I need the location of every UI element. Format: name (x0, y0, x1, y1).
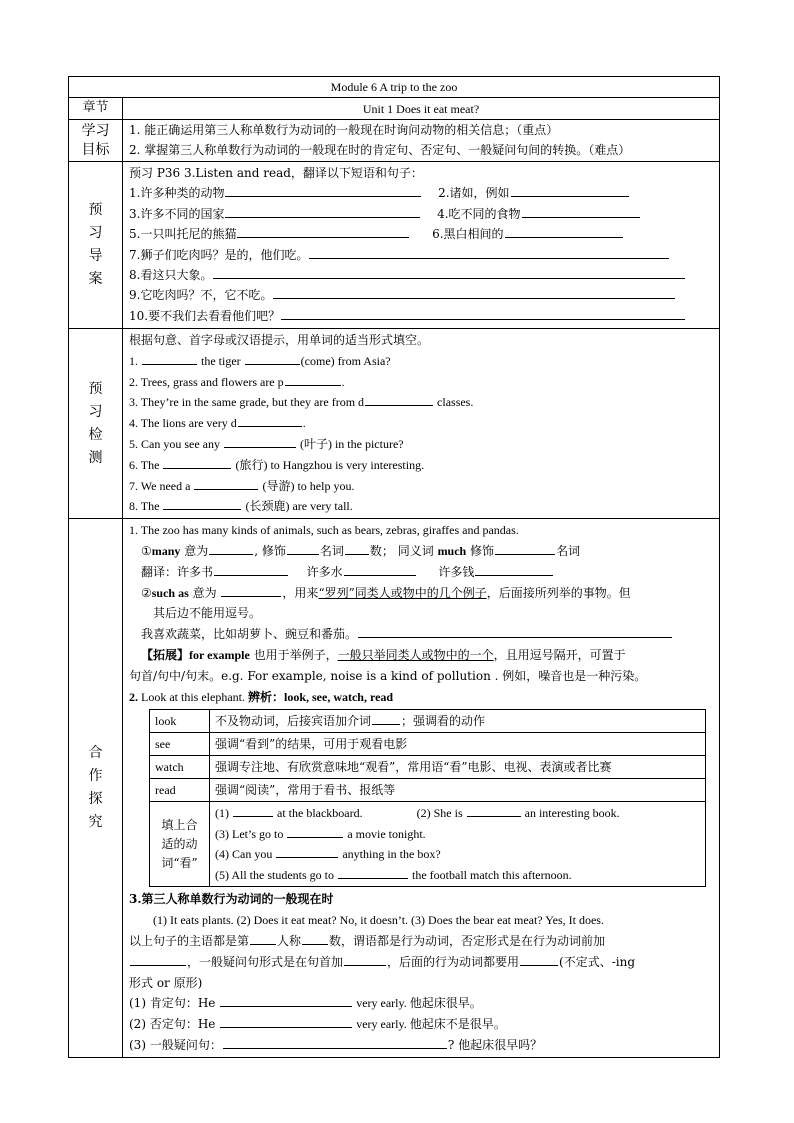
answer-blank[interactable] (372, 711, 400, 725)
explore-sentence-2: 2. Look at this elephant. 辨析：look, see, watch, read (129, 689, 394, 704)
goals-content (123, 120, 720, 162)
answer-blank[interactable] (209, 541, 253, 555)
answer-blank[interactable] (511, 183, 629, 197)
like-sentence: 我喜欢蔬菜，比如胡萝卜、豌豆和番茄。 (129, 624, 713, 645)
answer-blank[interactable] (163, 496, 241, 510)
extension-note-cont: 句首/句中/句末。e.g. For example, noise is a kind of pollution . 例如，噪音也是一种污染。 (129, 668, 647, 683)
answer-blank[interactable] (467, 803, 521, 817)
answer-blank[interactable] (365, 392, 433, 406)
table-cell-meaning: 强调“看到”的结果，可用于观看电影 (210, 733, 706, 756)
preview-content (123, 162, 720, 329)
answer-blank[interactable] (223, 1035, 447, 1049)
answer-blank[interactable] (520, 952, 558, 966)
explore-label: 合 作 探 究 (69, 519, 123, 1058)
check-item: 1. the tiger (come) from Asia? (129, 351, 713, 372)
answer-blank[interactable] (213, 265, 685, 279)
grammar-rule: 形式 or 原形) (129, 975, 203, 990)
worksheet-table (68, 76, 720, 1058)
translation-row: 翻译：许多书 许多水 许多钱 (129, 562, 713, 583)
answer-blank[interactable] (345, 541, 369, 555)
answer-blank[interactable] (522, 204, 640, 218)
preview-row: 9.它吃肉吗？不，它不吃。 (129, 285, 713, 305)
preview-row: 7.狮子们吃肉吗？是的，他们吃。 (129, 245, 713, 265)
answer-blank[interactable] (163, 455, 231, 469)
table-row (150, 779, 706, 802)
goal-item: 2. 掌握第三人称单数行为动词的一般现在时的肯定句、否定句、一般疑问句间的转换。（难点） (129, 142, 631, 157)
grammar-examples: (1) It eats plants. (2) Does it eat meat? No, it doesn’t. (3) Does the bear eat meat? Yes, It does. (153, 913, 604, 928)
answer-blank[interactable] (287, 824, 343, 838)
section-label: 章节 (69, 98, 123, 120)
answer-blank[interactable] (224, 434, 296, 448)
explore-sentence-1: 1. The zoo has many kinds of animals, such as bears, zebras, giraffes and pandas. (129, 523, 519, 538)
fill-label: 填上合 适的动 词“看” (150, 802, 210, 887)
fill-item: (5) All the students go to the football match this afternoon. (215, 865, 700, 886)
answer-blank[interactable] (245, 351, 300, 365)
preview-row: 10.要不我们去看看他们吧？ (129, 306, 713, 326)
preview-row: 1.许多种类的动物 2.诸如，例如 (129, 183, 713, 203)
answer-blank[interactable] (475, 562, 553, 576)
answer-blank[interactable] (220, 993, 352, 1007)
answer-blank[interactable] (358, 624, 672, 638)
answer-blank[interactable] (344, 562, 416, 576)
preview-intro: 预习 P36 3.Listen and read，翻译以下短语和句子： (129, 166, 423, 180)
check-item: 6. The (旅行) to Hangzhou is very interesting. (129, 455, 713, 476)
answer-blank[interactable] (505, 224, 623, 238)
preview-row: 5.一只叫托尼的熊猫 6.黑白相间的 (129, 224, 713, 244)
answer-blank[interactable] (309, 245, 669, 259)
fill-exercises (210, 802, 706, 887)
answer-blank[interactable] (237, 224, 409, 238)
check-item: 7. We need a (导游) to help you. (129, 476, 713, 497)
table-cell-meaning: 强调专注地、有欣赏意味地“观看”，常用语“看”电影、电视、表演或者比赛 (210, 756, 706, 779)
goals-label: 学习 目标 (69, 120, 123, 162)
answer-blank[interactable] (285, 372, 341, 386)
module-title: Module 6 A trip to the zoo (69, 77, 720, 98)
unit-title: Unit 1 Does it eat meat? (123, 98, 720, 120)
table-cell-meaning: 强调“阅读”，常用于看书、报纸等 (210, 779, 706, 802)
answer-blank[interactable] (238, 413, 302, 427)
answer-blank[interactable] (194, 476, 258, 490)
verb-comparison-table (149, 709, 706, 887)
answer-blank[interactable] (130, 952, 186, 966)
check-label: 预 习 检 测 (69, 329, 123, 519)
goal-item: 1. 能正确运用第三人称单数行为动词的一般现在时询问动物的相关信息；（重点） (129, 123, 559, 137)
answer-blank[interactable] (214, 562, 288, 576)
table-row (150, 756, 706, 779)
table-cell-word: see (150, 733, 210, 756)
check-item: 4. The lions are very d . (129, 413, 713, 434)
answer-blank[interactable] (233, 803, 273, 817)
answer-blank[interactable] (221, 583, 281, 597)
check-content (123, 329, 720, 519)
grammar-heading: 3.第三人称单数行为动词的一般现在时 (129, 892, 334, 907)
fill-item: (3) Let’s go to a movie tonight. (215, 824, 700, 845)
check-item: 2. Trees, grass and flowers are p . (129, 372, 713, 393)
preview-label: 预 习 导 案 (69, 162, 123, 329)
answer-blank[interactable] (276, 844, 338, 858)
table-row (150, 733, 706, 756)
check-intro: 根据句意、首字母或汉语提示，用单词的适当形式填空。 (129, 333, 430, 347)
table-cell-word: read (150, 779, 210, 802)
answer-blank[interactable] (338, 865, 408, 879)
grammar-exercise: (3) 一般疑问句： ? 他起床很早吗？ (129, 1035, 713, 1056)
answer-blank[interactable] (142, 351, 197, 365)
many-note: ①many 意为 , 修饰 名词 数； 同义词 much 修饰 名词 (129, 541, 713, 562)
table-cell-word: look (150, 710, 210, 733)
answer-blank[interactable] (225, 183, 421, 197)
extension-note: 【拓展】for example 也用于举例子，一般只举同类人或物中的一个，且用逗号隔开，可置于 (141, 647, 626, 662)
grammar-rule: ，一般疑问句形式是在句首加 ，后面的行为动词都要用 (不定式、-ing (129, 952, 713, 973)
table-row (150, 802, 706, 887)
grammar-rule: 以上句子的主语都是第 人称 数，谓语都是行为动词，否定形式是在行为动词前加 (129, 931, 713, 952)
table-cell-meaning: 不及物动词，后接宾语加介词 ；强调看的动作 (210, 710, 706, 733)
grammar-exercise: (1) 肯定句：He very early. 他起床很早。 (129, 993, 713, 1014)
check-item: 3. They’re in the same grade, but they are from d classes. (129, 392, 713, 413)
such-as-note-cont: 其后边不能用逗号。 (153, 606, 262, 621)
answer-blank[interactable] (495, 541, 555, 555)
check-item: 8. The (长颈鹿) are very tall. (129, 496, 713, 517)
fill-item: (4) Can you anything in the box? (215, 844, 700, 865)
table-row (150, 710, 706, 733)
answer-blank[interactable] (273, 285, 675, 299)
preview-row: 8.看这只大象。 (129, 265, 713, 285)
answer-blank[interactable] (287, 541, 319, 555)
check-item: 5. Can you see any (叶子) in the picture? (129, 434, 713, 455)
table-cell-word: watch (150, 756, 210, 779)
answer-blank[interactable] (302, 931, 328, 945)
answer-blank[interactable] (220, 1014, 352, 1028)
answer-blank[interactable] (281, 306, 685, 320)
explore-content (123, 519, 720, 1058)
answer-blank[interactable] (344, 952, 386, 966)
fill-item: (1) at the blackboard. (2) She is an interesting book. (215, 803, 700, 824)
preview-row: 3.许多不同的国家 4.吃不同的食物 (129, 204, 713, 224)
answer-blank[interactable] (250, 931, 276, 945)
grammar-exercise: (2) 否定句：He very early. 他起床不是很早。 (129, 1014, 713, 1035)
worksheet (68, 76, 719, 1058)
such-as-note: ②such as 意为 ，用来“罗列”同类人或物中的几个例子，后面接所列举的事物。但 (129, 583, 713, 604)
answer-blank[interactable] (225, 204, 420, 218)
